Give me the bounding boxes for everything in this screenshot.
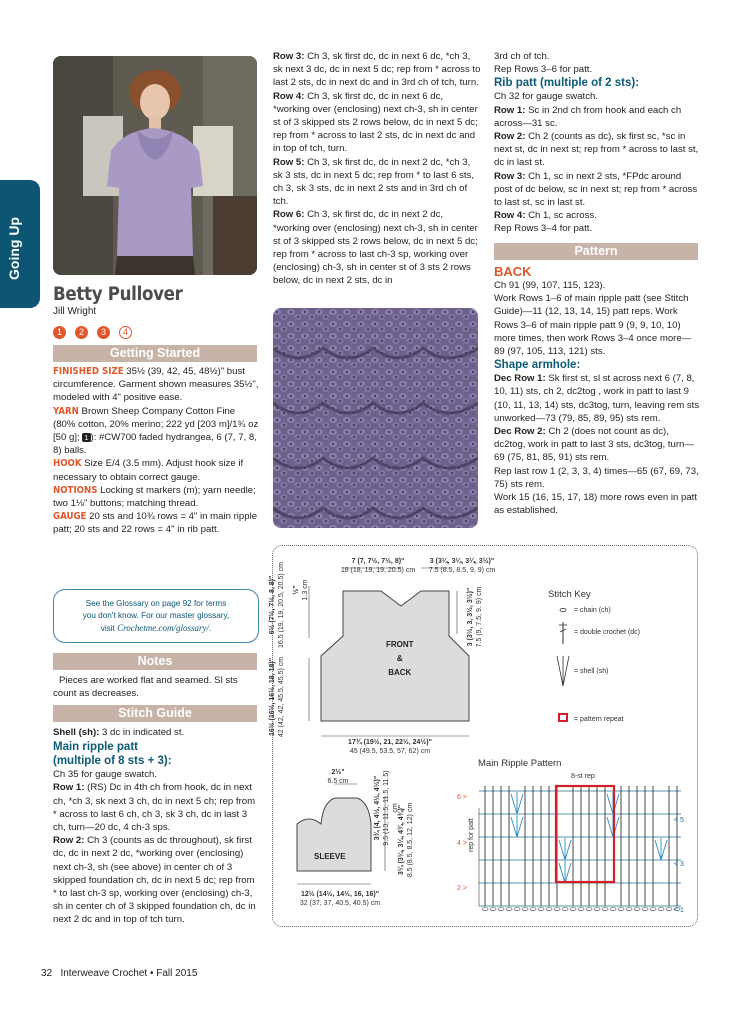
- getting-started-header: Getting Started: [53, 345, 257, 362]
- row-5-label: < 5: [674, 817, 684, 824]
- main-ripple-heading-2: (multiple of 8 sts + 3):: [53, 755, 172, 768]
- stitch-guide-header: Stitch Guide: [53, 705, 257, 722]
- level-4: 4: [119, 326, 132, 339]
- key-dc: = double crochet (dc): [574, 629, 640, 636]
- level-3: 3: [97, 326, 110, 339]
- stitch-key-title: Stitch Key: [548, 589, 591, 600]
- glossary-callout: See the Glossary on page 92 for terms you don't know. For our master glossary, visit Crochetme.com/glossary/.: [53, 589, 259, 643]
- sleeve-length-dim: 3¼ (3¼, 3¼, 4¾, 4¾)" 8.5 (8.5, 8.5, 12, 12) cm: [398, 802, 414, 878]
- sleeve-top-dim: 2½" 6.5 cm: [327, 769, 349, 785]
- row-4-label: 4 >: [457, 840, 467, 847]
- model-photo: [53, 56, 257, 275]
- back-instructions: BACK Ch 91 (99, 107, 115, 123). Work Rows 1–6 of main ripple patt (see Stitch Guide)—11 (12, 13, 14, 15) patt reps. Work Rows 3–6 of main ripple patt 9 (9, 9, 10, 10) more times, then work Rows 3–4 once more—89 (97, 105, 113, 121) sts. Shape armhole: Dec Row 1: Sk first st, sl st across next 6 (7, 8, 10, 11) sts, ch 2, dc2tog , work in patt to last 9 (10, 11, 13, 14) sts, dc3tog, turn, leaving rem sts unworked—73 (79, 85, 89, 95) sts rem. Dec Row 2: Ch 2 (does not count as dc), dc2tog, work in patt to last 3 sts, dc3tog, turn—69 (75, 81, 85, 91) sts rem. Rep last row 1 (2, 3, 3, 4) times—65 (67, 69, 73, 75) sts rem. Work 15 (16, 15, 17, 18) more rows even in patt as established.: [494, 264, 700, 517]
- key-shell: = shell (sh): [574, 668, 609, 675]
- notions: NOTIONS Locking st markers (m); yarn needle; two 1⅛" buttons; matching thread.: [53, 484, 256, 510]
- glossary-link[interactable]: Crochetme.com/glossary/: [117, 623, 209, 633]
- notes-header: Notes: [53, 653, 257, 670]
- neck-depth-dim: 3 (3½, 3, 3½, 3½)" 7.5 (9, 7.5, 9, 9) cm: [467, 586, 483, 648]
- rib-patt-heading: Rib patt (multiple of 2 sts):: [494, 77, 640, 90]
- sleeve-label: SLEEVE: [314, 852, 346, 861]
- front-top-dim: 7 (7, 7½, 7½, 8)" 18 (18, 19, 19, 20.5) cm: [340, 558, 416, 574]
- neck-width-dim: 3 (3¼, 3¼, 3¼, 3½)" 7.5 (8.5, 8.5, 9, 9) cm: [428, 558, 496, 574]
- column-3-text: 3rd ch of tch. Rep Rows 3–6 for patt. Rib patt (multiple of 2 sts): Ch 32 for gauge swatch. Row 1: Sc in 2nd ch from hook and each ch across—31 sc. Row 2: Ch 2 (counts as dc), sk first sc, *sc in next st, dc in next st; rep from * across to last st, dc in last st. Row 3: Ch 1, sc in next 2 sts, *FPdc around post of dc below, sc in next st; rep from * across to last st, sc in last st. Row 4: Ch 1, sc across. Rep Rows 3–4 for patt.: [494, 51, 699, 235]
- schematic-drawings: [273, 546, 697, 924]
- swatch-photo: [273, 308, 478, 528]
- level-2: 2: [75, 326, 88, 339]
- rep-label: 8-st rep: [571, 773, 595, 780]
- armhole-dim: 6½ (7½, 7½, 8, 8)" 16.5 (19, 19, 20.5, 20.5) cm: [269, 562, 285, 648]
- side-length-dim: 16½ (16½, 16½, 18, 18)" 42 (42, 42, 45.5, 45.5) cm: [269, 656, 285, 738]
- key-chain: = chain (ch): [574, 607, 611, 614]
- main-ripple-heading-1: Main ripple patt: [53, 741, 138, 754]
- section-tab: [0, 180, 40, 308]
- front-back-label: FRONT & BACK: [386, 640, 414, 677]
- column-2-text: Row 3: Ch 3, sk first dc, dc in next 6 dc, *ch 3, sk next 3 dc, dc in next 5 dc; rep from * across to last 2 sts, dc in next dc and in 3rd ch of tch, turn. Row 4: Ch 3, sk first dc, dc in next 6 dc, *working over (enclosing) next ch-3, sh in center st of 3 skipped sts 2 rows below, dc in next 5 dc; rep from * across to last 2 sts, dc in next dc and in top of tch, turn. Row 5: Ch 3, sk first dc, dc in next 2 dc, *ch 3, sk 3 sts, dc in next 5 dc; rep from * to last 6 sts, ch 3, sk 3 sts, dc in next 2 sts and in 3rd ch of tch. Row 6: Ch 3, sk first dc, dc in next 2 dc, *working over (enclosing) next ch-3, sh in center st of 3 skipped sts 2 rows below, dc in next 5 dc; rep from * across to last ch-3 sp, working over (enclosing) ch-3, sh in center st of 3 sts 2 rows below, dc in next 2 sts, dc in: [273, 51, 481, 287]
- notes-text: Pieces are worked flat and seamed. Sl sts count as decreases.: [53, 675, 238, 700]
- row-3-label: < 3: [674, 861, 684, 868]
- issue: Fall 2015: [156, 968, 198, 979]
- shape-armhole-heading: Shape armhole:: [494, 359, 581, 372]
- bottom-width-dim: 17¾ (19½, 21, 22½, 24½)" 45 (49.5, 53.5, 57, 62) cm: [348, 739, 432, 755]
- back-heading: BACK: [494, 264, 532, 279]
- getting-started-body: [53, 365, 259, 537]
- row-2-label: 2 >: [457, 885, 467, 892]
- page-footer: 32 Interweave Crochet • Fall 2015: [41, 968, 198, 979]
- row-1-label: < 1: [674, 907, 684, 914]
- pattern-title: Betty Pullover: [53, 284, 183, 305]
- chart-title: Main Ripple Pattern: [478, 758, 562, 769]
- row-6-label: 6 >: [457, 794, 467, 801]
- sleeve-cap-dim: 3¾ (4, 4½, 4½, 4½)" 9.5 (10, 11.5, 11.5, 11.5) cm: [374, 770, 399, 846]
- designer-name: Jill Wright: [53, 306, 97, 317]
- yarn-weight-icon: 1: [84, 433, 89, 443]
- page-number: 32: [41, 968, 53, 979]
- rep-for-patt-label: rep for patt: [468, 818, 475, 852]
- gauge: GAUGE 20 sts and 10¾ rows = 4" in main ripple patt; 20 sts and 22 rows = 4" in rib patt.: [53, 511, 258, 536]
- sleeve-bottom-dim: 12½ (14½, 14½, 16, 16)" 32 (37, 37, 40.5, 40.5) cm: [299, 891, 381, 907]
- pattern-header: Pattern: [494, 243, 698, 260]
- finished-size: FINISHED SIZE 35½ (39, 42, 45, 48½)" bust circumference. Garment shown measures 35½", modeled with 4" positive ease.: [53, 366, 259, 404]
- stitch-guide-body: Shell (sh): 3 dc in indicated st. Main ripple patt (multiple of 8 sts + 3): Ch 35 for gauge swatch. Row 1: (RS) Dc in 4th ch from hook, dc in next ch, *ch 3, sk next 3 ch, dc in next 5 ch; rep from * across to last 6 ch, ch 3, sk 3 ch, dc in last 3 ch, turn—20 dc, 4 ch-3 sps. Row 2: Ch 3 (counts as dc throughout), sk first dc, dc in next 2 dc, *working over (enclosing) next ch-3, sh (see above) in center ch of 3 skipped foundation ch, dc in next 5 dc; rep from * to last ch-3 sp, working over (enclosing) ch-3, sh in center ch of 3 skipped foundation ch, dc in next 2 dc and in top of tch turn.: [53, 726, 259, 927]
- magazine-name: Interweave Crochet: [60, 968, 148, 979]
- yarn: YARN Brown Sheep Company Cotton Fine (80% cotton, 20% merino; 222 yd [203 m]/1¾ oz [50 g]; 1 ): #CW700 faded hydrangea, 6 (7, 7, 8, 8) balls.: [53, 405, 259, 457]
- shoulder-dim: ½" 1.3 cm: [293, 579, 309, 601]
- key-repeat: = pattern repeat: [574, 716, 624, 723]
- section-tab-label: Going Up: [6, 217, 22, 280]
- hook: HOOK Size E/4 (3.5 mm). Adjust hook size if necessary to obtain correct gauge.: [53, 458, 244, 483]
- skill-levels: [53, 322, 141, 340]
- level-1: 1: [53, 326, 66, 339]
